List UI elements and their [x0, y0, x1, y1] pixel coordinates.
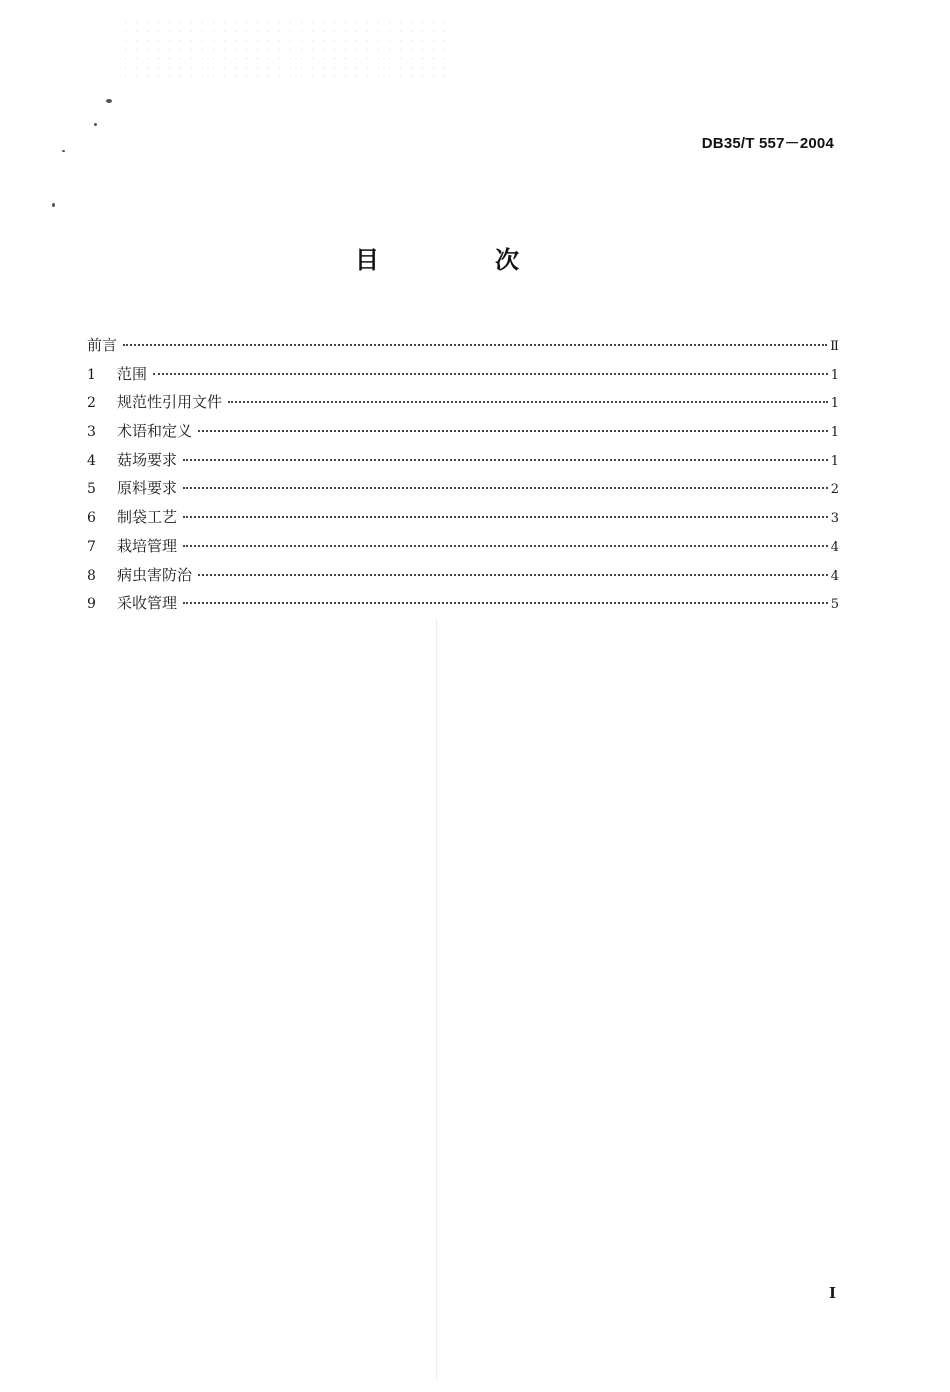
toc-entry[interactable] — [87, 331, 839, 360]
toc-entry-number: 4 — [87, 452, 96, 469]
toc-entry-number: 7 — [87, 538, 96, 555]
toc-dot-leader — [183, 487, 828, 489]
scan-fold-line — [436, 620, 437, 1380]
toc-dot-leader — [153, 373, 828, 375]
toc-entry-label: 术语和定义 — [117, 422, 193, 441]
scan-speck — [52, 203, 55, 207]
toc-entry-label: 范围 — [117, 364, 148, 383]
toc-entry[interactable] — [87, 503, 839, 532]
toc-entry-page: 3 — [830, 511, 839, 527]
toc-dot-leader — [123, 344, 827, 346]
toc-dot-leader — [228, 401, 828, 403]
toc-dot-leader — [183, 545, 828, 547]
toc-entry[interactable] — [87, 561, 839, 590]
toc-entry-page: 1 — [830, 453, 839, 469]
toc-entry-label: 原料要求 — [117, 479, 178, 498]
toc-entry[interactable] — [87, 417, 839, 446]
toc-entry-page: 1 — [830, 367, 839, 383]
toc-entry[interactable] — [87, 589, 839, 618]
toc-entry-page: Ⅱ — [830, 339, 839, 354]
toc-entry[interactable] — [87, 388, 839, 417]
toc-entry-page: 2 — [830, 482, 839, 498]
toc-entry-number: 2 — [87, 395, 96, 412]
toc-entry[interactable] — [87, 360, 839, 389]
toc-entry-label: 病虫害防治 — [117, 565, 193, 584]
scan-speck — [62, 150, 65, 152]
toc-entry-label: 规范性引用文件 — [117, 393, 223, 412]
toc-entry-number: 6 — [87, 510, 96, 527]
toc-dot-leader — [183, 516, 828, 518]
toc-entry[interactable] — [87, 474, 839, 503]
toc-entry[interactable] — [87, 446, 839, 475]
scan-speck — [94, 123, 97, 126]
toc-entry-label: 制袋工艺 — [117, 508, 178, 527]
toc-entry-page: 1 — [830, 425, 839, 441]
toc-entry[interactable] — [87, 532, 839, 561]
toc-entry-label: 栽培管理 — [117, 536, 178, 555]
toc-entry-page: 5 — [830, 597, 839, 613]
toc-list — [87, 331, 839, 618]
toc-entry-label: 前言 — [87, 336, 118, 354]
toc-entry-number: 9 — [87, 596, 96, 613]
toc-dot-leader — [198, 430, 828, 432]
toc-entry-label: 采收管理 — [117, 594, 178, 613]
scan-noise — [120, 18, 450, 78]
toc-dot-leader — [183, 459, 828, 461]
toc-entry-label: 菇场要求 — [117, 450, 178, 469]
toc-entry-number: 1 — [87, 366, 96, 383]
document-code: DB35/T 557－2004 — [701, 135, 834, 152]
toc-title: 目 次 — [355, 246, 565, 274]
toc-entry-number: 5 — [87, 481, 96, 498]
toc-entry-page: 1 — [830, 396, 839, 412]
toc-entry-number: 3 — [87, 424, 96, 441]
page-number: I — [828, 1284, 836, 1302]
toc-entry-page: 4 — [830, 568, 839, 584]
scan-speck — [106, 99, 112, 103]
toc-dot-leader — [183, 602, 828, 604]
toc-entry-page: 4 — [830, 539, 839, 555]
toc-entry-number: 8 — [87, 567, 96, 584]
toc-dot-leader — [198, 574, 828, 576]
